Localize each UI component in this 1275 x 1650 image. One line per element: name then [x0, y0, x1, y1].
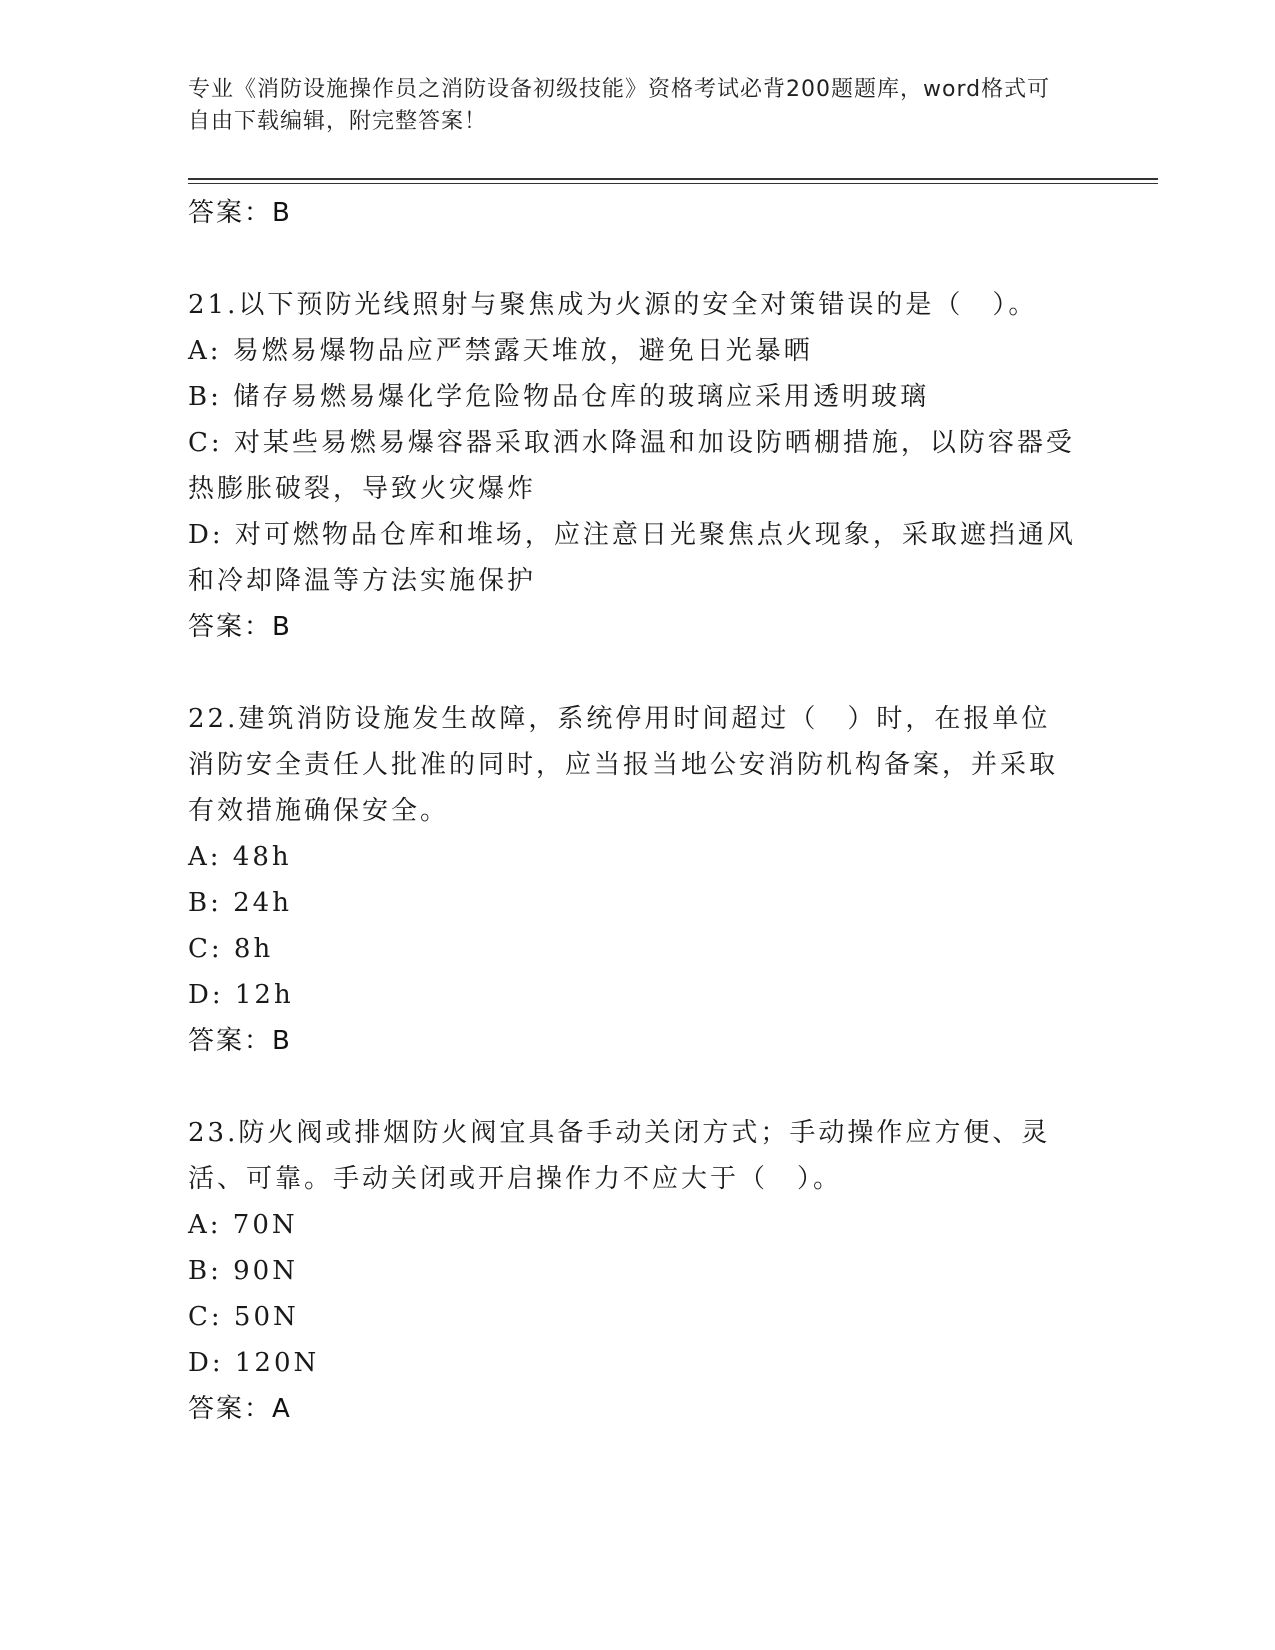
- option-b: B: 90N: [188, 1256, 298, 1286]
- question-23: [188, 1110, 1078, 1432]
- option-d: D: 对可燃物品仓库和堆场，应注意日光聚焦点火现象，采取遮挡通风和冷却降温等方法实施保护: [188, 520, 1076, 596]
- question-stem: 22.建筑消防设施发生故障，系统停用时间超过（ ）时，在报单位消防安全责任人批准的同时，应当报当地公安消防机构备案，并采取有效措施确保安全。: [188, 704, 1059, 826]
- document-header: 专业《消防设施操作员之消防设备初级技能》资格考试必背200题题库，word格式可自由下载编辑，附完整答案！: [188, 77, 1051, 134]
- question-list: [188, 190, 1078, 1432]
- previous-answer: 答案：B: [188, 198, 292, 228]
- option-c: C: 8h: [188, 934, 274, 964]
- answer-line: 答案：A: [188, 1394, 292, 1424]
- option-b: B: 储存易燃易爆化学危险物品仓库的玻璃应采用透明玻璃: [188, 382, 930, 412]
- option-b: B: 24h: [188, 888, 292, 918]
- option-a: A: 70N: [188, 1210, 298, 1240]
- question-21: [188, 282, 1078, 650]
- answer-line: 答案：B: [188, 612, 292, 642]
- header-divider: [188, 178, 1158, 180]
- header-divider-thin: [188, 183, 1158, 184]
- question-22: [188, 696, 1078, 1064]
- question-stem: 21.以下预防光线照射与聚焦成为火源的安全对策错误的是（ ）。: [188, 290, 1038, 320]
- option-c: C: 对某些易燃易爆容器采取洒水降温和加设防晒棚措施，以防容器受热膨胀破裂，导致火灾爆炸: [188, 428, 1075, 504]
- answer-line: 答案：B: [188, 1026, 292, 1056]
- option-d: D: 12h: [188, 980, 294, 1010]
- question-stem: 23.防火阀或排烟防火阀宜具备手动关闭方式；手动操作应方便、灵活、可靠。手动关闭或开启操作力不应大于（ ）。: [188, 1118, 1051, 1194]
- option-c: C: 50N: [188, 1302, 299, 1332]
- option-a: A: 48h: [188, 842, 292, 872]
- option-a: A: 易燃易爆物品应严禁露天堆放，避免日光暴晒: [188, 336, 813, 366]
- option-d: D: 120N: [188, 1348, 320, 1378]
